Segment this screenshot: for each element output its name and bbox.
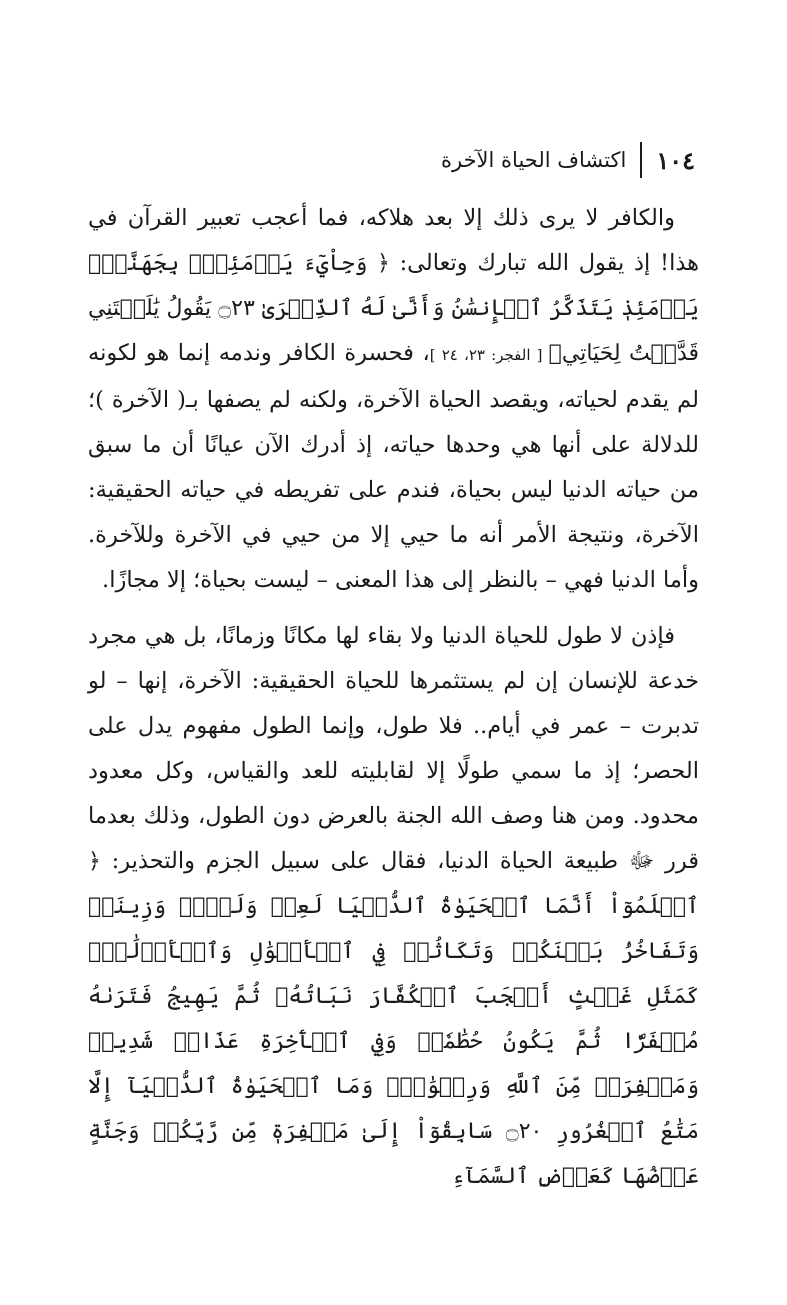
paragraph-1 <box>88 196 699 603</box>
page-number: ١٠٤ <box>656 145 695 175</box>
running-title: اكتشاف الحياة الآخرة <box>440 148 627 172</box>
quran-verse-fajr: ﴿ وَجِاْيٓءَ يَوۡمَئِذِۭ بِجَهَنَّمَۚ يَوۡمَئِذٖ يَتَذَكَّرُ ٱلۡإِنسَٰنُ وَأَنَّىٰ لَهُ ٱلذِّكۡرَىٰ ۝٢٣ يَقُولُ يَٰلَيۡتَنِي قَدَّمۡتُ لِحَيَاتِي﴾ <box>88 251 700 366</box>
paragraph-1-rest: ، فحسرة الكافر وندمه إنما هو لكونه لم يقدم لحياته، ويقصد الحياة الآخرة، ولكنه لم يصفها بـ( الآخرة )؛ للدلالة على أنها هي وحدها حياته، إذ أدرك الآن عيانًا أن ما سبق من حياته الدنيا ليس بحياة، فندم على تفريطه في حياته الحقيقية: الآخرة، ونتيجة الأمر أنه ما حيي إلا من حيي في الآخرة وللآخرة. وأما الدنيا فهي – بالنظر إلى هذا المعنى – ليست بحياة؛ إلا مجازًا. <box>88 340 699 593</box>
header-divider <box>640 142 642 178</box>
running-head <box>441 140 695 180</box>
body-text <box>88 196 699 1199</box>
quran-verse-hadid: ﴿ ٱعۡلَمُوٓاْ أَنَّمَا ٱلۡحَيَوٰةُ ٱلدُّنۡيَا لَعِبٞ وَلَهۡوٞ وَزِينَةٞ وَتَفَاخُرُۢ بَيۡنَكُمۡ وَتَكَاثُرٞ فِي ٱلۡأَمۡوَٰلِ وَٱلۡأَوۡلَٰدِۖ كَمَثَلِ غَيۡثٍ أَعۡجَبَ ٱلۡكُفَّارَ نَبَاتُهُۥ ثُمَّ يَهِيجُ فَتَرَىٰهُ مُصۡفَرّٗا ثُمَّ يَكُونُ حُطَٰمٗاۖ وَفِي ٱلۡأٓخِرَةِ عَذَابٞ شَدِيدٞ وَمَغۡفِرَةٞ مِّنَ ٱللَّهِ وَرِضۡوَٰنٞۚ وَمَا ٱلۡحَيَوٰةُ ٱلدُّنۡيَآ إِلَّا مَتَٰعُ ٱلۡغُرُورِ ۝٢٠ سَابِقُوٓاْ إِلَىٰ مَغۡفِرَةٖ مِّن رَّبِّكُمۡ وَجَنَّةٍ عَرۡضُهَا كَعَرۡضِ ٱلسَّمَآءِ <box>88 849 699 1189</box>
paragraph-1-lead: والكافر لا يرى ذلك إلا بعد هلاكه، فما أعجب تعبير القرآن في هذا! إذ يقول الله تبارك وتعالى: <box>88 205 699 276</box>
paragraph-2-lead: فإذن لا طول للحياة الدنيا ولا بقاء لها مكانًا وزمانًا، بل هي مجرد خدعة للإنسان إن لم يستثمرها للحياة الحقيقية: الآخرة، إنها – لو تدبرت – عمر في أيام.. فلا طول، وإنما الطول مفهوم يدل على الحصر؛ إذ ما سمي طولًا إلا لقابليته للعد والقياس، وكل معدود محدود. ومن هنا وصف الله الجنة بالعرض دون الطول، وذلك بعدما قرر ﷻ طبيعة الحياة الدنيا، فقال على سبيل الجزم والتحذير: <box>88 623 699 874</box>
verse-reference: [ الفجر: ٢٣، ٢٤ ] <box>429 346 549 364</box>
paragraph-2 <box>88 614 699 1199</box>
